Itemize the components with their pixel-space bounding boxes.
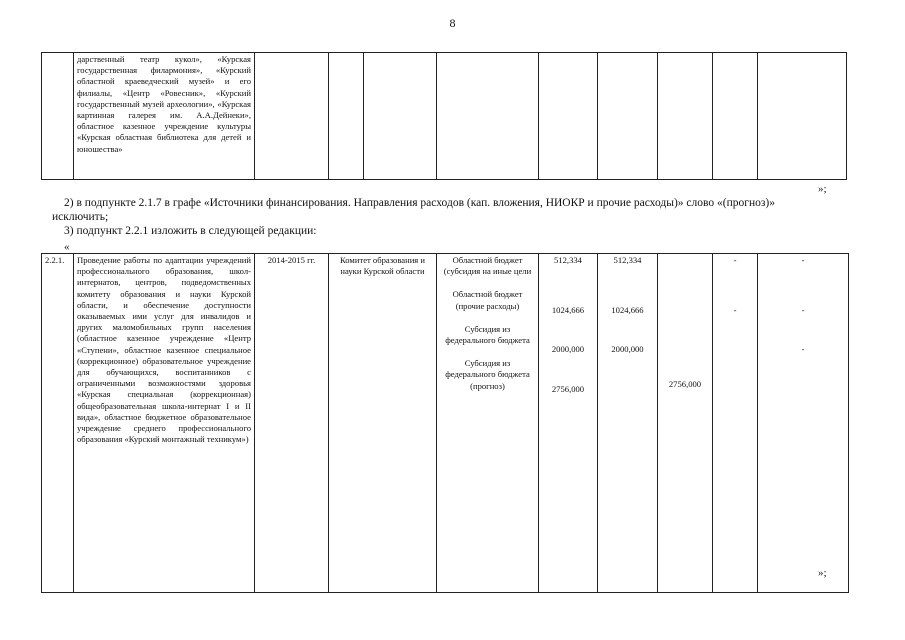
table-row [42,53,847,180]
dash-value: - [801,344,805,355]
total-amount-cell [539,254,598,593]
funding-sources-cell [437,254,539,593]
paragraph-item-3: 3) подпункт 2.2.1 изложить в следующей редакции: [64,225,317,237]
dash-cell [758,254,849,593]
dash-value: - [733,255,737,265]
amount-value: 512,334 [554,255,582,265]
dash-value: - [801,255,805,265]
table-cell [539,53,598,180]
source-item: Областной бюджет (прочие расходы) [452,289,523,311]
dash-cell [713,254,758,593]
executor-cell: Комитет образования и науки Курской области [329,254,437,593]
table-row [42,254,849,593]
table-cell [364,53,437,180]
amount-value: 512,334 [613,255,642,265]
table-cell [329,53,364,180]
table-cell [758,53,847,180]
source-item: Субсидия из федерального бюджета (прогноз) [445,358,530,391]
amount-value: 1024,666 [611,305,644,316]
amount-2015-cell [658,254,713,593]
closing-quote: »; [818,567,827,579]
measure-description: Проведение работы по адаптации учреждений профессионального образования, школ-интернатов, центров, подведомственных комитету образования и науки Курской области, и обеспечение доступности оказываемых ими услуг для инвалидов и других маломобильных групп населения (областное казенное учреждение «Центр «Ступени», областное казенное специальное (коррекционное) образовательное учреждение для обучающихся, воспитанников с ограниченными возможностями здоровья «Курская специальная (коррекционная) общеобразовательная школа-интернат I и II вида», областное бюджетное образовательное учреждение среднего профессионального образования «Курский монтажный техникум») [74,254,255,593]
paragraph-item-2: 2) в подпункте 2.1.7 в графе «Источники финансирования. Направления расходов (кап. вложения, НИОКР и прочие расходы)» слово «(прогноз)» [64,197,775,209]
dash-value: - [801,305,805,316]
dash-value: - [733,305,737,316]
table-cell [255,53,329,180]
table-cell [42,53,74,180]
amount-value: 2756,000 [551,383,585,394]
table-cell [598,53,658,180]
paragraph-item-2-cont: исключить; [52,211,109,223]
table-cell [713,53,758,180]
row-number: 2.2.1. [42,254,74,593]
amount-value: 2000,000 [611,344,644,355]
table-continuation [41,52,847,180]
amount-value: 2756,000 [668,379,702,389]
source-item: Областной бюджет (субсидия на иные цели [443,255,532,277]
table-cell [658,53,713,180]
amount-value: 2000,000 [551,344,585,355]
opening-quote: « [64,241,70,253]
institutions-cell: дарственный театр кукол», «Курская государственная филармония», «Курский областной краеведческий музей» и его филиалы, «Центр «Ровесник», «Курский государственный музей археологии», «Курская картинная галерея им. А.А.Дейнеки», областное казенное учреждение культуры «Курская областная библиотека для детей и юношества» [74,53,255,180]
page-number: 8 [449,16,456,30]
table-subpoint-2-2-1 [41,253,849,593]
table-cell [437,53,539,180]
amount-2014-cell [598,254,658,593]
source-item: Субсидия из федерального бюджета [445,323,530,346]
closing-quote: »; [818,183,827,195]
amount-value: 1024,666 [551,305,585,316]
period-cell: 2014-2015 гг. [255,254,329,593]
